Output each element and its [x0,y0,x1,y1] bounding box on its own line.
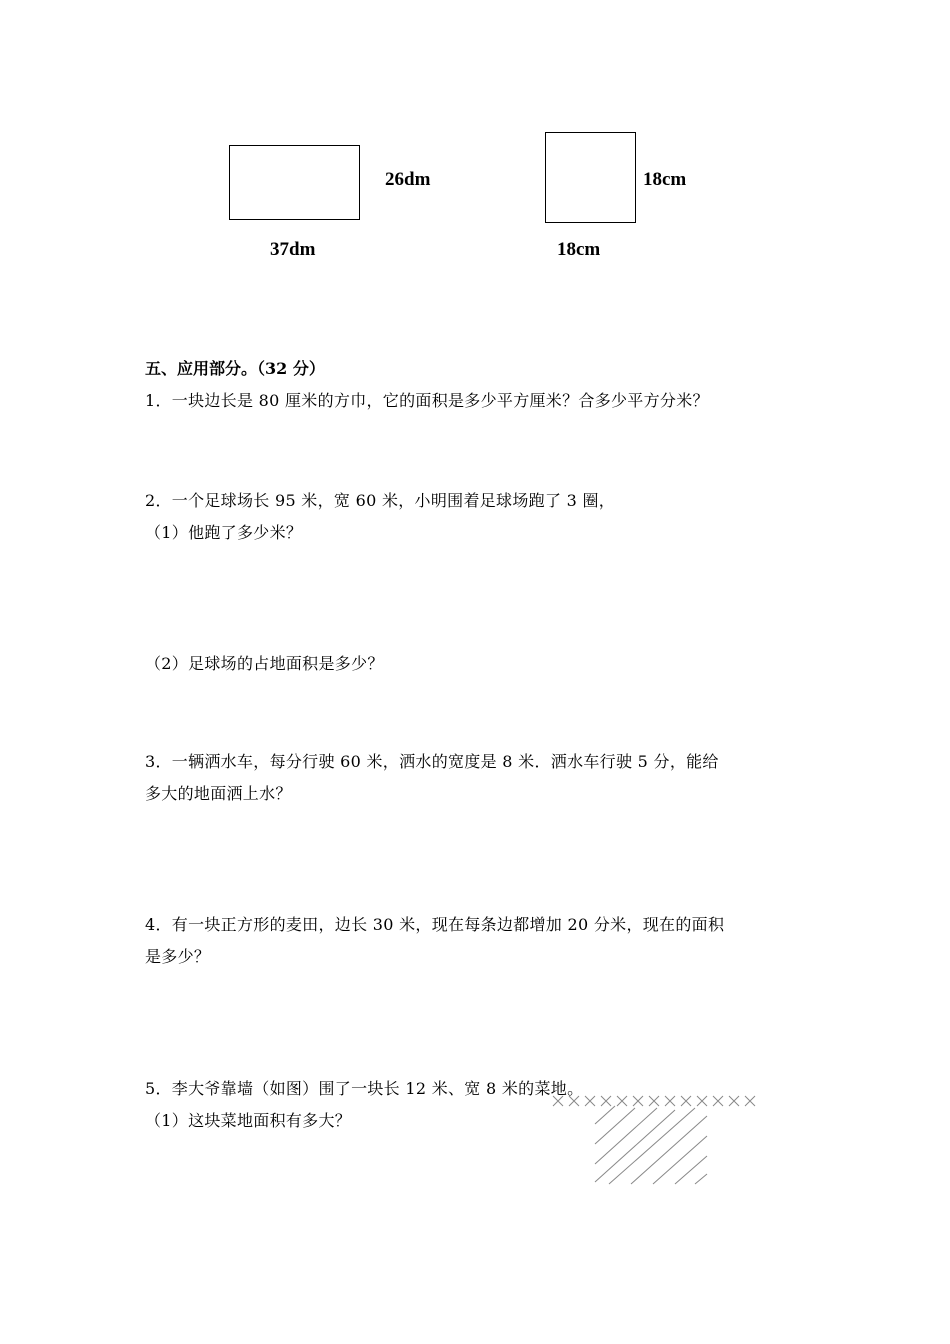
square-width-label: 18cm [557,239,601,260]
question-1-line-1: 1．一块边长是 80 厘米的方巾，它的面积是多少平方厘米？合多少平方分米？ [145,391,709,410]
rectangle-figure [229,145,360,220]
square-figure [545,132,636,223]
rectangle-width-label: 37dm [270,239,316,260]
section-heading: 五、应用部分。（32 分） [145,359,325,378]
square-height-label: 18cm [643,169,687,190]
garden-wall-diagram [545,1092,775,1192]
rectangle-height-label: 26dm [385,169,431,190]
wall-hatch [553,1096,755,1106]
question-2-line-1: 2．一个足球场长 95 米，宽 60 米，小明围着足球场跑了 3 圈， [145,491,616,510]
question-3-line-2: 多大的地面洒上水？ [145,784,292,803]
question-2-sub-2: （2）足球场的占地面积是多少？ [145,654,384,673]
garden-hatch [595,1106,707,1184]
question-3-line-1: 3．一辆洒水车，每分行驶 60 米，洒水的宽度是 8 米．洒水车行驶 5 分，能给 [145,752,719,771]
question-4-line-2: 是多少？ [145,947,211,966]
question-2-sub-1: （1）他跑了多少米？ [145,523,303,542]
question-5-line-1: 5．李大爷靠墙（如图）围了一块长 12 米、宽 8 米的菜地。 [145,1079,584,1098]
question-5-sub-1: （1）这块菜地面积有多大？ [145,1111,352,1130]
question-4-line-1: 4．有一块正方形的麦田，边长 30 米，现在每条边都增加 20 分米，现在的面积 [145,915,725,934]
